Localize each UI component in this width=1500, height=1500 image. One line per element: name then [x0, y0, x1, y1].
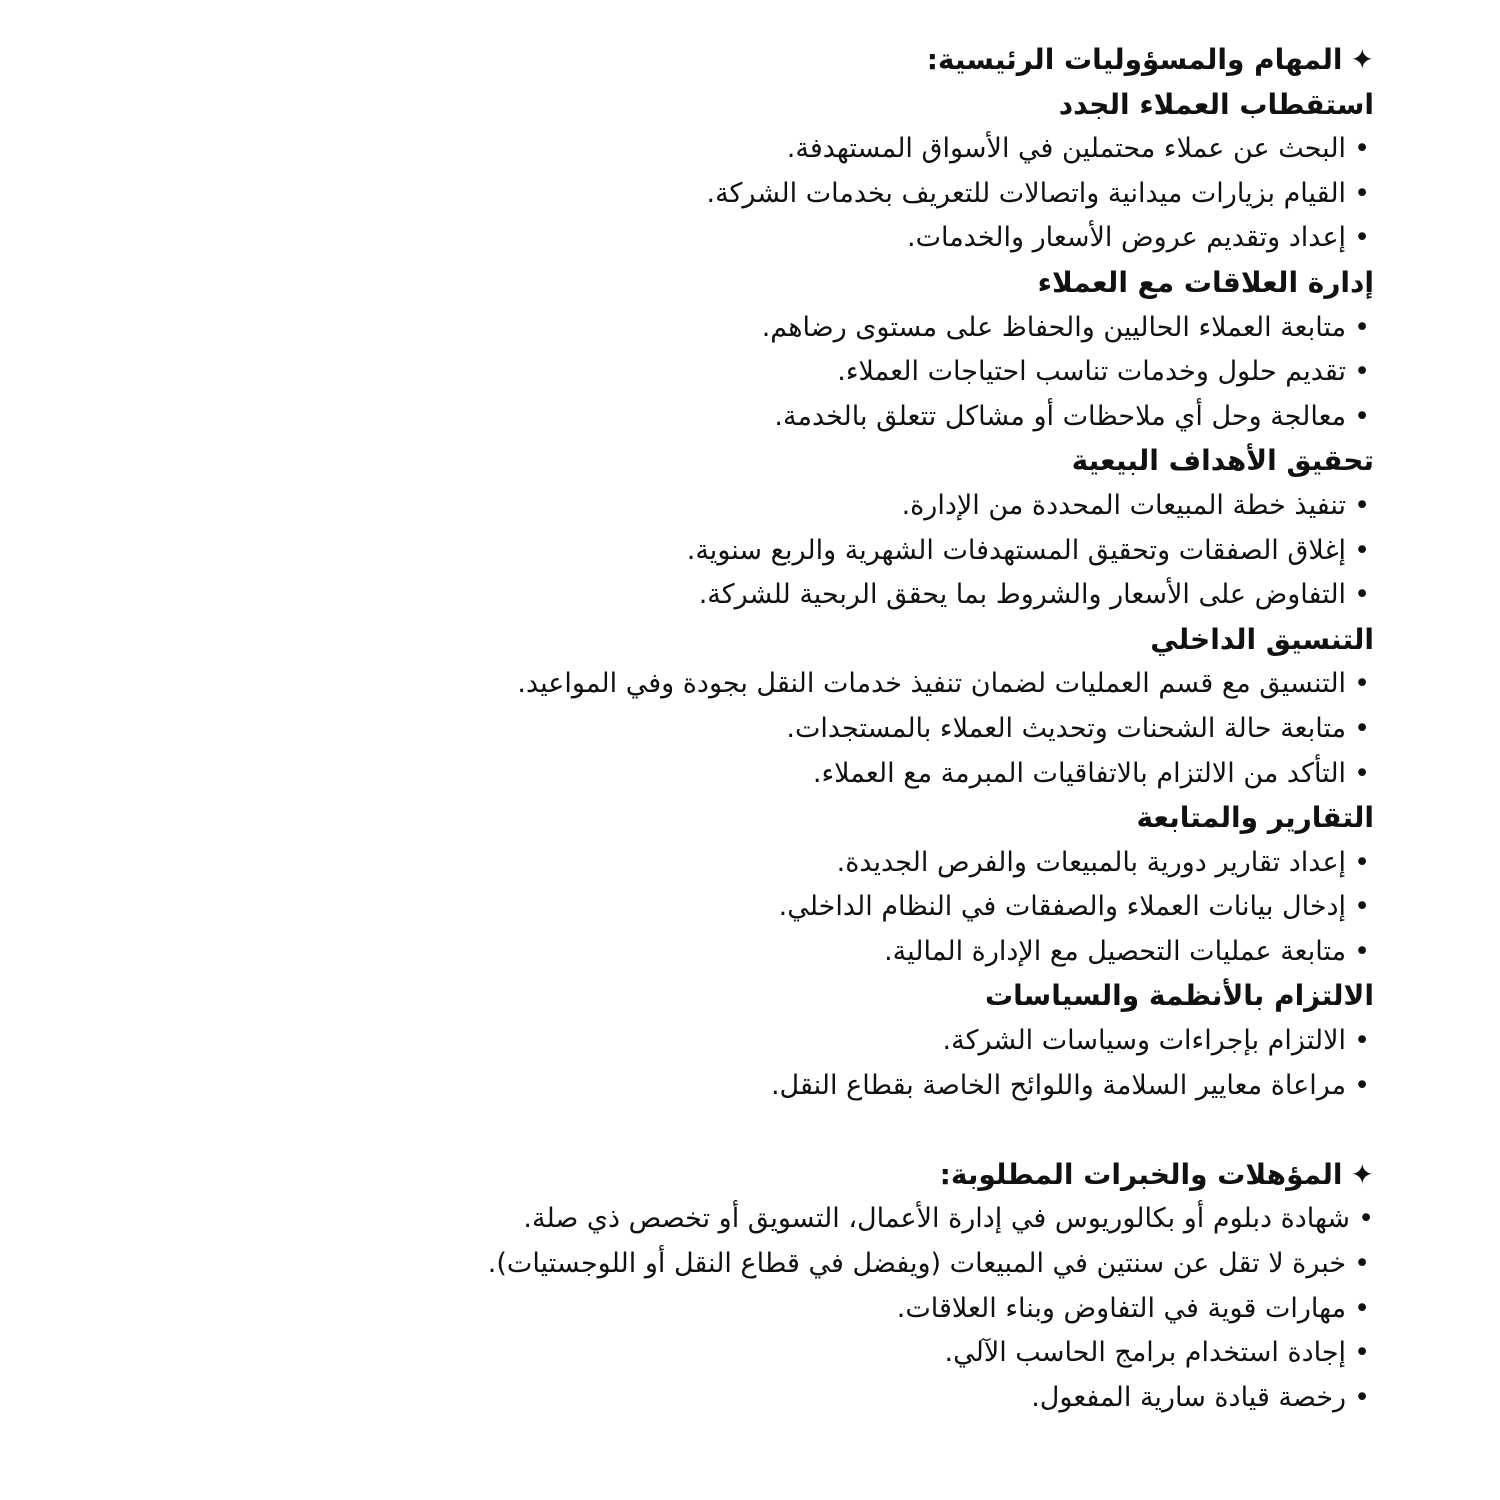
- list-item-text: مراعاة معايير السلامة واللوائح الخاصة بقطاع النقل.: [770, 1069, 1347, 1101]
- qualifications-title-text: المؤهلات والخبرات المطلوبة:: [939, 1157, 1343, 1191]
- list-item: [274, 395, 1374, 440]
- list-item-text: معالجة وحل أي ملاحظات أو مشاكل تتعلق بالخدمة.: [774, 400, 1347, 432]
- list-item: [274, 127, 1374, 172]
- list-item-text: القيام بزيارات ميدانية واتصالات للتعريف بخدمات الشركة.: [706, 177, 1347, 209]
- list-item: [274, 885, 1374, 930]
- section-heading: الالتزام بالأنظمة والسياسات: [985, 979, 1374, 1013]
- bullet-icon: •: [1354, 712, 1370, 744]
- bullet-icon: •: [1354, 1337, 1370, 1369]
- list-item: [274, 1376, 1374, 1421]
- bullet-icon: •: [1354, 757, 1370, 789]
- list-item: [274, 1197, 1374, 1242]
- list-item-text: الالتزام بإجراءات وسياسات الشركة.: [942, 1025, 1347, 1057]
- list-item: [274, 484, 1374, 529]
- list-item: [274, 752, 1374, 797]
- list-item-text: إغلاق الصفقات وتحقيق المستهدفات الشهرية والربع سنوية.: [686, 534, 1347, 566]
- list-item: [274, 573, 1374, 618]
- list-item: [274, 1019, 1374, 1064]
- bullet-icon: •: [1354, 846, 1370, 878]
- list-item-text: التفاوض على الأسعار والشروط بما يحقق الربحية للشركة.: [698, 579, 1347, 611]
- list-item: [274, 350, 1374, 395]
- list-item: [274, 662, 1374, 707]
- bullet-icon: •: [1354, 668, 1370, 700]
- list-item: [274, 707, 1374, 752]
- list-item: [274, 1242, 1374, 1287]
- list-item-text: إجادة استخدام برامج الحاسب الآلي.: [944, 1337, 1347, 1369]
- list-item: [274, 1064, 1374, 1109]
- section-heading: استقطاب العملاء الجدد: [1058, 87, 1374, 121]
- bullet-icon: •: [1354, 1292, 1370, 1324]
- bullet-icon: •: [1354, 579, 1370, 611]
- list-item-text: إعداد تقارير دورية بالمبيعات والفرص الجديدة.: [836, 846, 1347, 878]
- bullet-icon: •: [1354, 177, 1370, 209]
- section-heading: التنسيق الداخلي: [1150, 622, 1374, 656]
- list-item-text: البحث عن عملاء محتملين في الأسواق المستهدفة.: [786, 133, 1347, 165]
- star-icon: ✦: [1350, 43, 1374, 76]
- section-heading: تحقيق الأهداف البيعية: [1071, 444, 1374, 478]
- bullet-icon: •: [1354, 222, 1370, 254]
- bullet-icon: •: [1354, 1025, 1370, 1057]
- bullet-icon: •: [1354, 1381, 1370, 1413]
- list-item: [274, 1331, 1374, 1376]
- list-item: [274, 841, 1374, 886]
- list-item: [274, 529, 1374, 574]
- responsibilities-title: [274, 38, 1374, 83]
- list-item-text: إدخال بيانات العملاء والصفقات في النظام الداخلي.: [778, 891, 1347, 923]
- list-item-text: التنسيق مع قسم العمليات لضمان تنفيذ خدمات النقل بجودة وفي المواعيد.: [517, 668, 1347, 700]
- bullet-icon: •: [1354, 534, 1370, 566]
- bullet-icon: •: [1354, 356, 1370, 388]
- bullet-icon: •: [1354, 935, 1370, 967]
- list-item-text: متابعة حالة الشحنات وتحديث العملاء بالمستجدات.: [786, 712, 1347, 744]
- list-item-text: تنفيذ خطة المبيعات المحددة من الإدارة.: [901, 489, 1347, 521]
- list-item-text: مهارات قوية في التفاوض وبناء العلاقات.: [896, 1292, 1347, 1324]
- list-item-text: التأكد من الالتزام بالاتفاقيات المبرمة مع العملاء.: [812, 757, 1347, 789]
- list-item-text: شهادة دبلوم أو بكالوريوس في إدارة الأعمال، التسويق أو تخصص ذي صلة.: [523, 1203, 1351, 1235]
- list-item-text: رخصة قيادة سارية المفعول.: [1031, 1381, 1347, 1413]
- list-item: [274, 172, 1374, 217]
- spacer: [274, 1108, 1374, 1153]
- section-heading: إدارة العلاقات مع العملاء: [1037, 265, 1374, 299]
- responsibilities-title-text: المهام والمسؤوليات الرئيسية:: [926, 43, 1343, 76]
- document-body: [274, 38, 1374, 1420]
- list-item-text: متابعة العملاء الحاليين والحفاظ على مستوى رضاهم.: [761, 311, 1347, 343]
- list-item-text: خبرة لا تقل عن سنتين في المبيعات (ويفضل في قطاع النقل أو اللوجستيات).: [487, 1248, 1347, 1280]
- list-item-text: متابعة عمليات التحصيل مع الإدارة المالية.: [884, 935, 1347, 967]
- bullet-icon: •: [1354, 133, 1370, 165]
- list-item-text: تقديم حلول وخدمات تناسب احتياجات العملاء.: [837, 356, 1347, 388]
- list-item: [274, 1287, 1374, 1332]
- bullet-icon: •: [1354, 1069, 1370, 1101]
- bullet-icon: •: [1358, 1203, 1374, 1235]
- star-icon: ✦: [1350, 1157, 1374, 1191]
- list-item: [274, 930, 1374, 975]
- section-heading: التقارير والمتابعة: [1136, 801, 1374, 835]
- bullet-icon: •: [1354, 1248, 1370, 1280]
- bullet-icon: •: [1354, 400, 1370, 432]
- list-item: [274, 216, 1374, 261]
- bullet-icon: •: [1354, 891, 1370, 923]
- list-item-text: إعداد وتقديم عروض الأسعار والخدمات.: [906, 222, 1347, 254]
- qualifications-title: [274, 1153, 1374, 1198]
- bullet-icon: •: [1354, 311, 1370, 343]
- list-item: [274, 306, 1374, 351]
- bullet-icon: •: [1354, 489, 1370, 521]
